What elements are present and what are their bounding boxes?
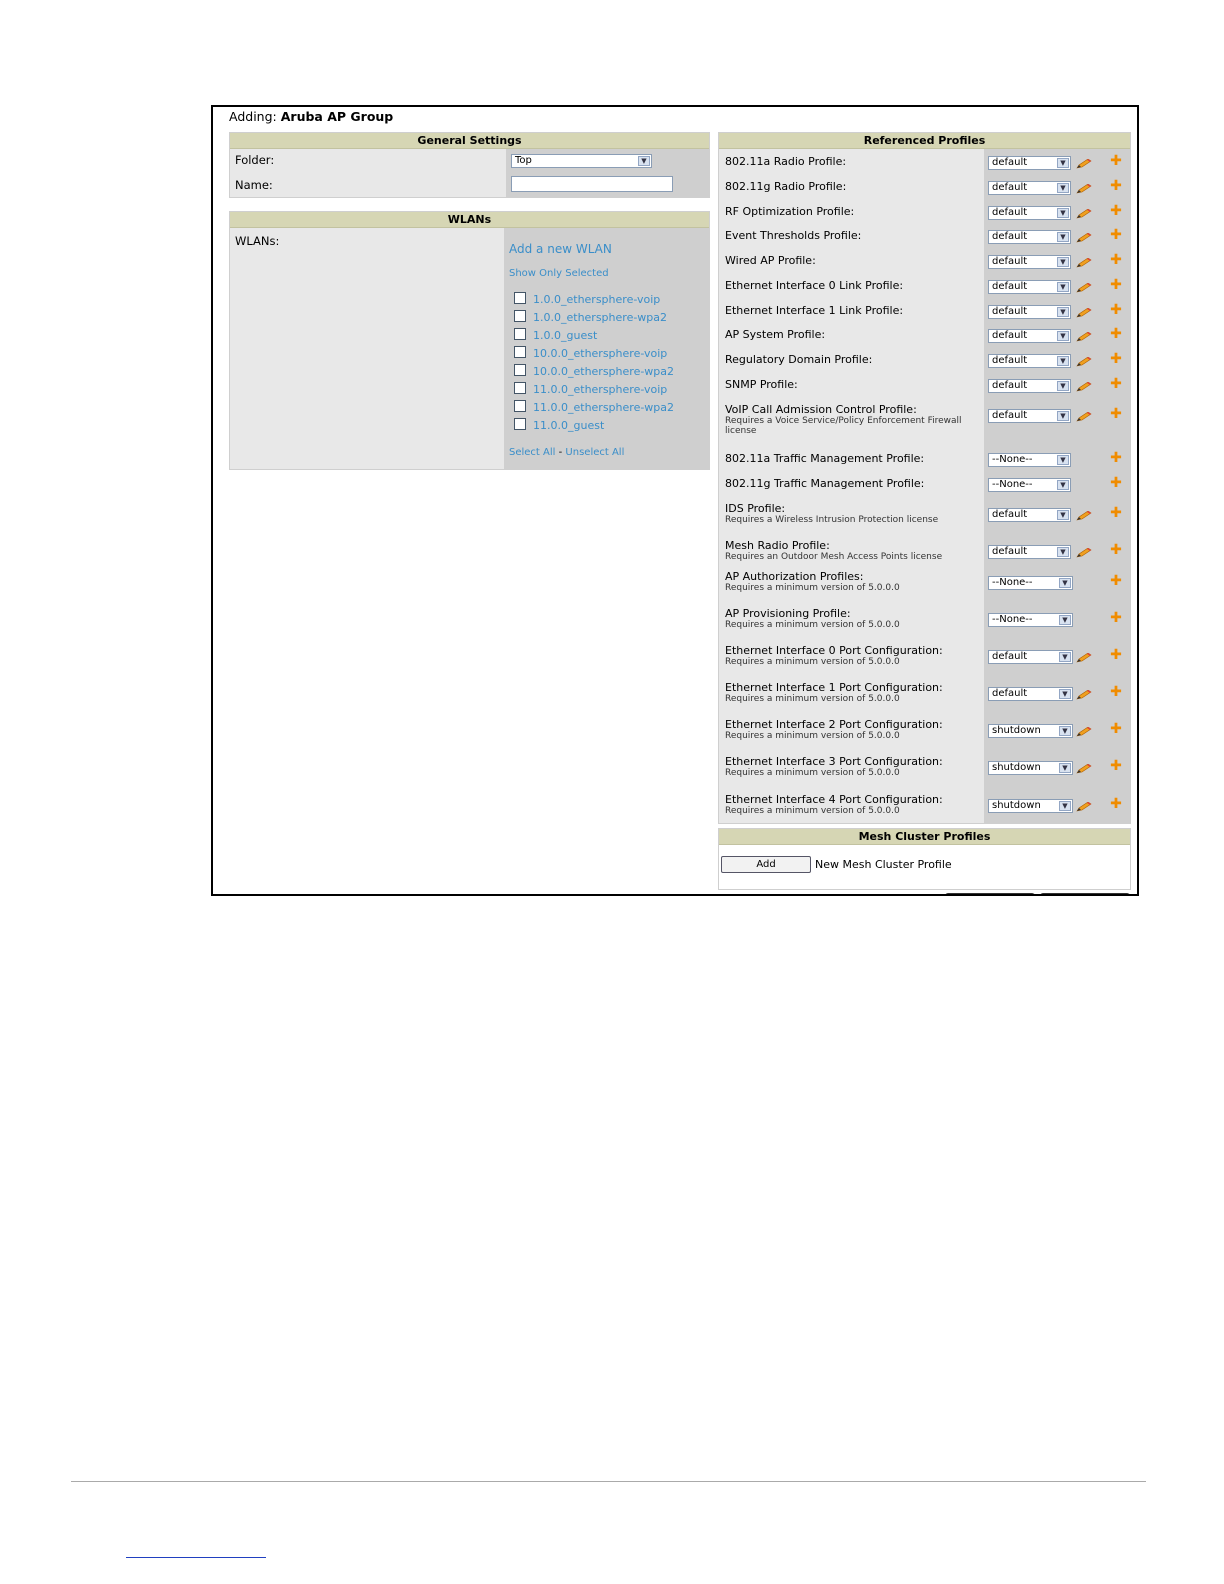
profile-row-label [725,755,975,778]
pencil-icon[interactable] [1076,352,1092,362]
pencil-icon[interactable] [1076,303,1092,313]
profile-select[interactable] [988,613,1073,627]
wlan-list-item[interactable] [514,292,660,306]
plus-icon[interactable]: ✚ [1110,326,1122,342]
profile-row-label [725,644,975,667]
profile-select-value: default [992,207,1028,218]
wlan-list-item[interactable] [514,364,674,378]
pencil-icon[interactable] [1076,228,1092,238]
profile-row-label [725,279,903,292]
profile-select[interactable] [988,409,1071,423]
plus-icon[interactable]: ✚ [1110,277,1122,293]
page-title [229,109,393,124]
select-controls [509,447,624,458]
wlan-list-item[interactable] [514,346,667,360]
profile-select-value: default [992,330,1028,341]
profile-select[interactable] [988,799,1073,813]
profile-select[interactable] [988,230,1071,244]
profile-requirement-note: Requires a Voice Service/Policy Enforcement Firewall license [725,416,962,436]
wlan-checkbox[interactable] [514,418,526,430]
mesh-cluster-header: Mesh Cluster Profiles [719,829,1130,845]
profile-name: SNMP Profile: [725,378,798,391]
heading-title: Aruba AP Group [280,109,394,124]
profile-name: Mesh Radio Profile: [725,539,830,552]
profile-row-label [725,477,924,490]
profile-name: 802.11a Radio Profile: [725,155,847,168]
wlans-header: WLANs [230,212,709,228]
profile-select-value: default [992,281,1028,292]
plus-icon[interactable]: ✚ [1110,505,1122,521]
chevron-down-icon: ▼ [1059,652,1071,662]
profile-name: IDS Profile: [725,502,786,515]
profile-select[interactable] [988,687,1073,701]
wlan-name[interactable]: 1.0.0_ethersphere-voip [533,293,661,306]
profile-name: Ethernet Interface 1 Port Configuration: [725,681,943,694]
referenced-profiles-header: Referenced Profiles [719,133,1130,149]
plus-icon[interactable]: ✚ [1110,153,1122,169]
profile-name: 802.11g Traffic Management Profile: [725,477,925,490]
profile-row-label [725,353,872,366]
plus-icon[interactable]: ✚ [1110,252,1122,268]
chevron-down-icon: ▼ [1059,578,1071,588]
profile-name: VoIP Call Admission Control Profile: [725,403,917,416]
chevron-down-icon: ▼ [1059,726,1071,736]
profile-select-value: default [992,306,1028,317]
profile-requirement-note: Requires a minimum version of 5.0.0.0 [725,620,900,630]
profile-select[interactable] [988,329,1071,343]
profile-name: Ethernet Interface 0 Port Configuration: [725,644,943,657]
plus-icon[interactable]: ✚ [1110,721,1122,737]
plus-icon[interactable]: ✚ [1110,203,1122,219]
profile-row-label [725,403,975,436]
chevron-down-icon: ▼ [1057,158,1069,168]
folder-label: Folder: [235,153,275,167]
profile-requirement-note: Requires a minimum version of 5.0.0.0 [725,806,900,816]
pencil-icon[interactable] [1076,327,1092,337]
mesh-cluster-note: New Mesh Cluster Profile [815,858,952,871]
bottom-button-fragment[interactable] [945,893,1035,896]
profile-row-label [725,229,861,242]
wlans-label: WLANs: [235,234,280,248]
plus-icon[interactable]: ✚ [1110,475,1122,491]
chevron-down-icon: ▼ [1057,183,1069,193]
plus-icon[interactable]: ✚ [1110,376,1122,392]
name-input[interactable] [511,176,673,192]
chevron-down-icon: ▼ [1057,331,1069,341]
profile-select-value: --None-- [992,614,1033,625]
profile-row-label [725,378,798,391]
folder-select[interactable] [511,154,652,168]
profile-select[interactable] [988,255,1071,269]
wlan-list-item[interactable] [514,310,667,324]
wlan-checkbox[interactable] [514,382,526,394]
profile-select-value: default [992,182,1028,193]
chevron-down-icon: ▼ [1057,208,1069,218]
profile-row-label [725,570,975,593]
profile-select[interactable] [988,305,1071,319]
profile-select-value: --None-- [992,577,1033,588]
chevron-down-icon: ▼ [1057,547,1069,557]
name-label: Name: [235,178,273,192]
profile-name: Ethernet Interface 3 Port Configuration: [725,755,943,768]
profile-name: Wired AP Profile: [725,254,816,267]
profile-row-label [725,539,975,562]
profile-row-label [725,254,816,267]
referenced-profiles-panel [718,132,1131,824]
folder-select-value: Top [515,155,532,166]
wlans-panel [229,211,710,470]
chevron-down-icon: ▼ [1057,480,1069,490]
profile-name: RF Optimization Profile: [725,205,855,218]
profile-row-label [725,681,975,704]
profile-name: Ethernet Interface 2 Port Configuration: [725,718,943,731]
profile-row-label [725,155,846,168]
profile-select[interactable] [988,453,1071,467]
wlan-checkbox[interactable] [514,292,526,304]
plus-icon[interactable]: ✚ [1110,647,1122,663]
pencil-icon[interactable] [1076,204,1092,214]
profile-row-label [725,328,825,341]
profile-name: AP System Profile: [725,328,826,341]
wlan-name[interactable]: 1.0.0_guest [533,329,598,342]
mesh-cluster-panel [718,828,1131,890]
chevron-down-icon: ▼ [638,156,650,166]
general-settings-panel [229,132,710,198]
plus-icon[interactable]: ✚ [1110,573,1122,589]
profile-name: Regulatory Domain Profile: [725,353,873,366]
profile-requirement-note: Requires a minimum version of 5.0.0.0 [725,583,900,593]
profile-select[interactable] [988,156,1071,170]
plus-icon[interactable]: ✚ [1110,227,1122,243]
pencil-icon[interactable] [1076,179,1092,189]
profile-name: Ethernet Interface 4 Port Configuration: [725,793,943,806]
profile-requirement-note: Requires an Outdoor Mesh Access Points license [725,552,943,562]
chevron-down-icon: ▼ [1057,411,1069,421]
profile-name: Ethernet Interface 0 Link Profile: [725,279,904,292]
wlan-name[interactable]: 1.0.0_ethersphere-wpa2 [533,311,668,324]
wlan-checkbox[interactable] [514,400,526,412]
profile-row-label [725,502,975,525]
footer-divider [71,1481,1146,1482]
profile-row-label [725,452,924,465]
plus-icon[interactable]: ✚ [1110,610,1122,626]
chevron-down-icon: ▼ [1057,455,1069,465]
plus-icon[interactable]: ✚ [1110,450,1122,466]
wlan-name[interactable]: 10.0.0_ethersphere-voip [533,347,668,360]
pencil-icon[interactable] [1076,154,1092,164]
chevron-down-icon: ▼ [1057,381,1069,391]
profile-name: Event Thresholds Profile: [725,229,862,242]
profile-name: 802.11a Traffic Management Profile: [725,452,925,465]
profile-row-label [725,304,903,317]
profile-select[interactable] [988,206,1071,220]
profile-row-label [725,793,975,816]
profile-select-value: --None-- [992,454,1033,465]
profile-select[interactable] [988,650,1073,664]
profile-name: Ethernet Interface 1 Link Profile: [725,304,904,317]
profile-select-value: default [992,355,1028,366]
pencil-icon[interactable] [1076,377,1092,387]
profile-select-value: default [992,380,1028,391]
plus-icon[interactable]: ✚ [1110,684,1122,700]
profile-requirement-note: Requires a minimum version of 5.0.0.0 [725,768,900,778]
profile-select-value: default [992,256,1028,267]
profile-requirement-note: Requires a Wireless Intrusion Protection license [725,515,939,525]
heading-prefix: Adding: [229,109,277,124]
profile-select-value: default [992,231,1028,242]
profile-select[interactable] [988,379,1071,393]
profile-name: 802.11g Radio Profile: [725,180,847,193]
profile-select[interactable] [988,508,1071,522]
wlan-checkbox[interactable] [514,364,526,376]
plus-icon[interactable]: ✚ [1110,796,1122,812]
pencil-icon[interactable] [1076,797,1092,807]
profile-select[interactable] [988,724,1073,738]
pencil-icon[interactable] [1076,648,1092,658]
profile-select-value: shutdown [992,800,1041,811]
profile-select[interactable] [988,545,1071,559]
plus-icon[interactable]: ✚ [1110,406,1122,422]
wlan-name[interactable]: 11.0.0_guest [533,419,605,432]
chevron-down-icon: ▼ [1057,257,1069,267]
chevron-down-icon: ▼ [1057,282,1069,292]
unselect-all-link[interactable]: Unselect All [565,447,625,458]
pencil-icon[interactable] [1076,685,1092,695]
plus-icon[interactable]: ✚ [1110,351,1122,367]
pencil-icon[interactable] [1076,407,1092,417]
pencil-icon[interactable] [1076,278,1092,288]
profile-row-label [725,718,975,741]
profile-select-value: default [992,651,1028,662]
wlan-checkbox[interactable] [514,310,526,322]
plus-icon[interactable]: ✚ [1110,302,1122,318]
profile-select[interactable] [988,181,1071,195]
plus-icon[interactable]: ✚ [1110,758,1122,774]
profile-select[interactable] [988,576,1073,590]
profile-select-value: default [992,509,1028,520]
profile-row-label [725,607,975,630]
plus-icon[interactable]: ✚ [1110,542,1122,558]
pencil-icon[interactable] [1076,506,1092,516]
ap-group-form [211,105,1139,896]
bottom-button-fragment[interactable] [1040,893,1130,896]
profile-select[interactable] [988,280,1071,294]
plus-icon[interactable]: ✚ [1110,178,1122,194]
chevron-down-icon: ▼ [1059,689,1071,699]
chevron-down-icon: ▼ [1059,615,1071,625]
profile-select[interactable] [988,761,1073,775]
profile-name: AP Provisioning Profile: [725,607,851,620]
profile-row-label [725,205,854,218]
chevron-down-icon: ▼ [1057,510,1069,520]
wlan-checkbox[interactable] [514,328,526,340]
add-mesh-cluster-button[interactable]: Add [721,856,811,873]
pencil-icon[interactable] [1076,722,1092,732]
profile-select-value: default [992,157,1028,168]
pencil-icon[interactable] [1076,543,1092,553]
wlan-list-item[interactable] [514,418,604,432]
select-all-link[interactable]: Select All [509,447,556,458]
chevron-down-icon: ▼ [1059,801,1071,811]
wlan-list-item[interactable] [514,328,597,342]
wlan-name[interactable]: 11.0.0_ethersphere-voip [533,383,668,396]
wlan-list-item[interactable] [514,400,674,414]
pencil-icon[interactable] [1076,759,1092,769]
chevron-down-icon: ▼ [1059,763,1071,773]
profile-select[interactable] [988,354,1071,368]
profile-name: AP Authorization Profiles: [725,570,864,583]
profile-select-value: shutdown [992,762,1041,773]
profile-select[interactable] [988,478,1071,492]
wlan-name[interactable]: 11.0.0_ethersphere-wpa2 [533,401,675,414]
wlan-list-item[interactable] [514,382,667,396]
chevron-down-icon: ▼ [1057,356,1069,366]
profile-select-value: --None-- [992,479,1033,490]
profile-select-value: default [992,410,1028,421]
profile-requirement-note: Requires a minimum version of 5.0.0.0 [725,694,900,704]
show-only-selected-link[interactable]: Show Only Selected [509,268,609,279]
chevron-down-icon: ▼ [1057,232,1069,242]
profile-select-value: shutdown [992,725,1041,736]
wlan-name[interactable]: 10.0.0_ethersphere-wpa2 [533,365,675,378]
profile-select-value: default [992,688,1028,699]
profile-requirement-note: Requires a minimum version of 5.0.0.0 [725,657,900,667]
select-separator: - [558,447,563,458]
chevron-down-icon: ▼ [1057,307,1069,317]
wlan-checkbox[interactable] [514,346,526,358]
pencil-icon[interactable] [1076,253,1092,263]
profile-select-value: default [992,546,1028,557]
profile-row-label [725,180,846,193]
footer-link-underline[interactable] [126,1557,266,1558]
profile-requirement-note: Requires a minimum version of 5.0.0.0 [725,731,900,741]
add-wlan-link[interactable]: Add a new WLAN [509,242,612,256]
general-settings-header: General Settings [230,133,709,149]
